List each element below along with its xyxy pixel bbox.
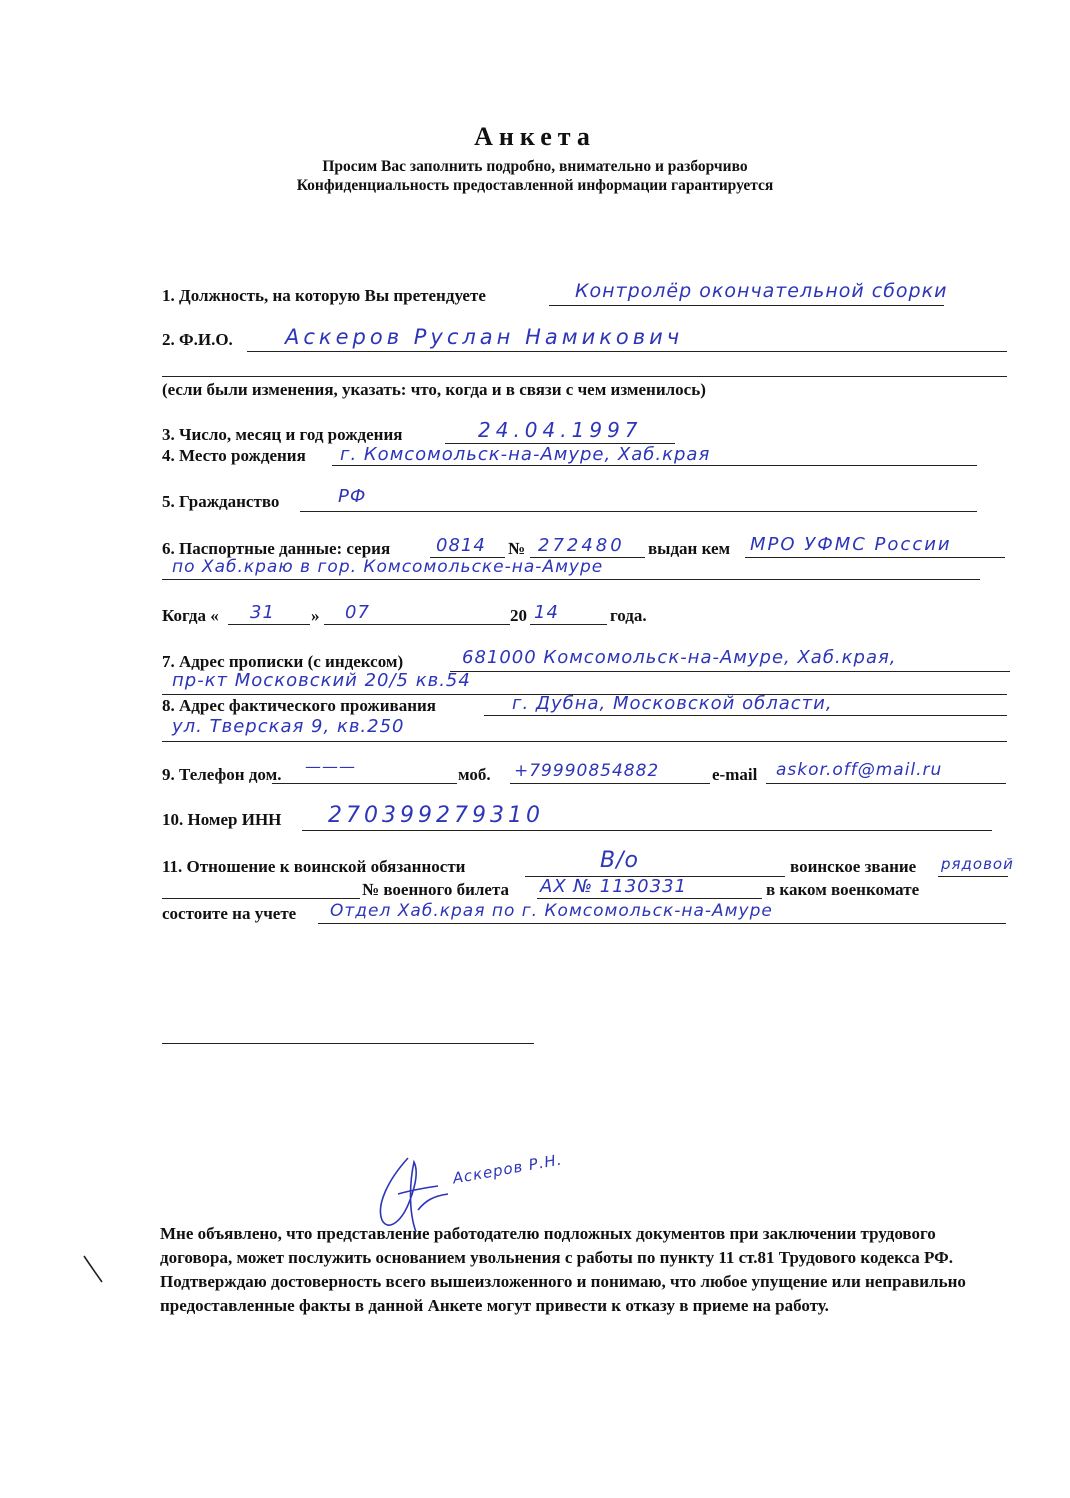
q6-number-label: № <box>508 539 526 558</box>
signature-drawing <box>368 1150 458 1240</box>
q9-home-line <box>272 783 457 784</box>
q4-line <box>332 465 977 466</box>
q11-registered-label: состоите на учете <box>162 904 297 923</box>
q11-rank-value: рядовой <box>941 855 1014 873</box>
q7-registration-value-2: пр-кт Московский 20/5 кв.54 <box>172 670 471 691</box>
issue-day-value: 31 <box>250 602 275 623</box>
q11-office-value: Отдел Хаб.края по г. Комсомольск-на-Амуре <box>330 901 773 921</box>
q2-fio-value: Аскеров Руслан Намикович <box>285 325 684 349</box>
signature-text: Аскеров Р.Н. <box>451 1150 564 1188</box>
q6-issued-label: выдан кем <box>648 539 731 558</box>
q8-residence-value-1: г. Дубна, Московской области, <box>512 693 833 714</box>
q8-line-2 <box>162 741 1007 742</box>
q7-registration-value-1: 681000 Комсомольск-на-Амуре, Хаб.края, <box>462 647 897 668</box>
issue-date-close: » <box>311 606 320 625</box>
q6-issued-value-1: МРО УФМС России <box>750 534 952 555</box>
declaration-text: Мне объявлено, что представление работодателю подложных документов при заключении трудового договора, может послужить основанием увольнения с работы по пункту 11 ст.81 Трудового кодекса РФ. Подтверждаю достоверность всего вышеизложенного и понимаю, что любое упущение или неправильно предоставленные факты в данной Анкете могут привести к отказу в приеме на работу. <box>160 1224 966 1315</box>
q8-label: 8. Адрес фактического проживания <box>162 696 437 715</box>
q8-line <box>484 715 1007 716</box>
issue-month-line <box>324 624 510 625</box>
q9-label: 9. Телефон дом. <box>162 765 282 784</box>
issue-day-line <box>228 624 310 625</box>
q11-office-line <box>318 923 1006 924</box>
q7-label: 7. Адрес прописки (с индексом) <box>162 652 404 671</box>
q6-series-value: 0814 <box>436 535 486 556</box>
signature-line <box>162 1043 534 1044</box>
q11-ticket-line <box>537 898 762 899</box>
q6-number-value: 272480 <box>538 535 625 556</box>
issue-year-suffix: года. <box>610 606 647 625</box>
q6-issued-line-2 <box>162 579 980 580</box>
q6-issued-value-2: по Хаб.краю в гор. Комсомольске-на-Амуре <box>172 557 604 577</box>
q11-status-value: В/о <box>600 848 639 873</box>
q1-position-value: Контролёр окончательной сборки <box>575 280 948 302</box>
q2-line <box>247 351 1007 352</box>
q6-issued-line <box>745 557 1005 558</box>
margin-mark <box>80 1250 110 1290</box>
q11-rank-label: воинское звание <box>790 857 917 876</box>
issue-date-label: Когда « <box>162 606 219 625</box>
q6-label: 6. Паспортные данные: серия <box>162 539 391 558</box>
q11-label: 11. Отношение к воинской обязанности <box>162 857 466 876</box>
q2-note: (если были изменения, указать: что, когда и в связи с чем изменилось) <box>162 380 706 399</box>
q10-line <box>302 830 992 831</box>
q4-label: 4. Место рождения <box>162 446 306 465</box>
q5-label: 5. Гражданство <box>162 492 280 511</box>
q9-mobile-label: моб. <box>458 765 491 784</box>
page-title: Анкета <box>474 122 596 151</box>
q9-mobile-value: +79990854882 <box>514 761 660 781</box>
q3-birth-date-value: 24.04.1997 <box>478 418 643 442</box>
q1-line <box>549 305 944 306</box>
q1-label: 1. Должность, на которую Вы претендуете <box>162 286 486 305</box>
subtitle-instructions: Просим Вас заполнить подробно, внимательно и разборчиво <box>322 158 748 175</box>
q10-label: 10. Номер ИНН <box>162 810 282 829</box>
q9-mobile-line <box>510 783 710 784</box>
q2-extra-line <box>162 376 1007 377</box>
q11-ticket-value: АХ № 1130331 <box>540 876 687 897</box>
q9-email-line <box>766 783 1006 784</box>
q11-ticket-label: № военного билета <box>362 880 510 899</box>
issue-year-prefix: 20 <box>510 606 527 625</box>
q9-email-value: askor.off@mail.ru <box>776 760 943 780</box>
q3-label: 3. Число, месяц и год рождения <box>162 425 403 444</box>
issue-year-line <box>530 624 607 625</box>
issue-month-value: 07 <box>345 602 370 623</box>
subtitle-confidentiality: Конфиденциальность предоставленной информации гарантируется <box>296 177 774 194</box>
q7-line <box>450 671 1010 672</box>
q11-office-label: в каком военкомате <box>766 880 920 899</box>
q5-line <box>300 511 977 512</box>
issue-year-value: 14 <box>534 602 559 623</box>
q2-label: 2. Ф.И.О. <box>162 330 233 349</box>
q11-blank-line <box>162 898 360 899</box>
q5-citizenship-value: РФ <box>338 486 367 507</box>
q9-email-label: e-mail <box>712 765 758 784</box>
q8-residence-value-2: ул. Тверская 9, кв.250 <box>172 716 405 737</box>
q4-birth-place-value: г. Комсомольск-на-Амуре, Хаб.края <box>340 444 711 465</box>
q10-inn-value: 270399279310 <box>328 803 544 828</box>
q11-rank-line <box>938 876 1008 877</box>
q9-home-value: ——— <box>305 757 356 776</box>
